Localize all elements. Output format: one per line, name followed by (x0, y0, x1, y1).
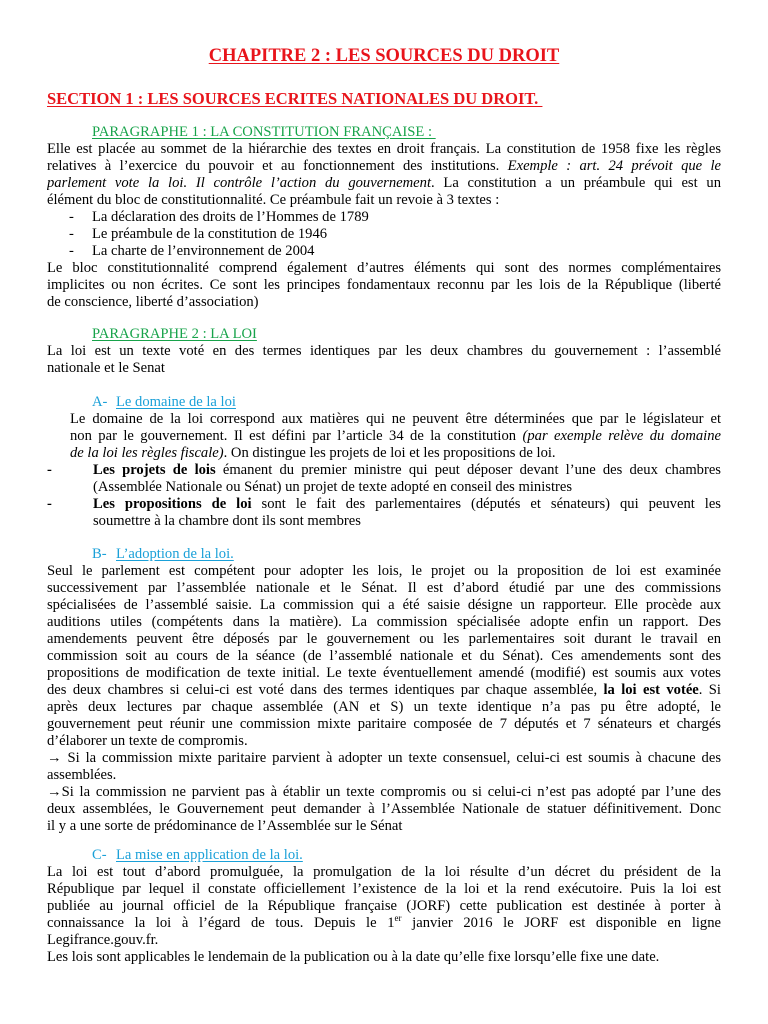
list-item-text: La déclaration des droits de l’Hommes de 1789 (92, 209, 369, 225)
bold-term: Les projets de lois (93, 462, 216, 478)
text-line: implicites ou non écrites. Ce sont les principes fondamentaux reconnu par les lois de la République (liberté (47, 277, 721, 293)
text-line: deux assemblées, le Gouvernement peut demander à l’Assemblée Nationale de statuer définitivement. Donc (47, 801, 721, 817)
text-span: Si la commission ne parvient pas à établir un texte compromis ou si celui-ci n’est pas adopté par l’une des (61, 784, 721, 800)
text-span: . La constitution a un préambule qui est un (431, 175, 721, 191)
bullet-dash: - (69, 226, 74, 242)
text-line: publiée au journal officiel de la République française (JORF) cette publication est destinée à porter à (47, 898, 721, 914)
bullet-dash: - (69, 209, 74, 225)
text-line (47, 750, 721, 767)
paragraph-1-heading: PARAGRAPHE 1 : LA CONSTITUTION FRANÇAISE : (92, 124, 436, 140)
subsection-b-body (47, 563, 721, 835)
subsection-letter: A- (92, 394, 108, 410)
text-line (47, 682, 721, 699)
chapter-title: CHAPITRE 2 : LES SOURCES DU DROIT (208, 46, 560, 66)
text-line (93, 462, 721, 479)
example-text: de la loi les règles fiscale) (70, 445, 224, 461)
subsection-a-list (47, 462, 721, 530)
text-line: élément du bloc de constitutionnalité. Ce préambule fait un revoie à 3 textes : (47, 192, 500, 208)
text-line: il y a une sorte de prédominance de l’Assemblée sur le Sénat (47, 818, 403, 834)
text-line: amendements peuvent être déposés par le gouvernement ou les parlementaires soit durant le travail en (47, 631, 721, 647)
section-title: SECTION 1 : LES SOURCES ECRITES NATIONALES DU DROIT. (47, 89, 543, 108)
text-line: propositions de modification de texte initial. Le texte éventuellement amendé (modifié) est soumis aux votes (47, 665, 721, 681)
text-line (70, 428, 721, 445)
bullet-dash: - (47, 496, 52, 512)
text-span: non par le gouvernement. Il est défini par l’article 34 de la constitution (70, 428, 517, 444)
text-line: spécialisées de l’assemblé saisie. La commission qui a été saisie désigne un rapporteur. Elle procède aux (47, 597, 721, 613)
text-line: La loi est un texte voté en des termes identiques par les deux chambres du gouvernement : l’assemblé (47, 343, 721, 359)
bullet-dash: - (47, 462, 52, 478)
text-span: relatives à l’exercice du pouvoir et au fonctionnement des institutions. (47, 158, 500, 174)
text-line: Legifrance.gouv.fr. (47, 932, 159, 948)
text-span: des deux chambres si celui-ci est voté dans des termes identiques par chaque assemblée, (47, 682, 598, 698)
text-line: successivement par l’assemblée nationale et le Sénat. Il est d’abord étudié par une des commissions (47, 580, 721, 596)
text-span: . Si (698, 682, 721, 698)
subsection-a-heading (92, 394, 236, 411)
subsection-c-heading (92, 847, 303, 864)
list-item (47, 209, 721, 226)
text-span: connaissance la loi à l’égard de tous. Depuis le 1 (47, 915, 395, 931)
text-line: République par lequel il constate officiellement l’existence de la loi et la rend exécutoire. Puis la loi est (47, 881, 721, 897)
text-line: de conscience, liberté d’association) (47, 294, 259, 310)
text-line: assemblées. (47, 767, 117, 783)
text-line: auditions utiles (compétents dans la matière). La commission spécialisée adopte enfin un rapport. Des (47, 614, 721, 630)
paragraph-2-body (47, 343, 721, 377)
subsection-letter: C- (92, 847, 107, 863)
text-span: Si la commission mixte paritaire parvient à adopter un texte consensuel, celui-ci est soumis à chacune des (61, 750, 721, 766)
example-text: (par exemple relève du domaine (522, 428, 721, 444)
list-item-text: Le préambule de la constitution de 1946 (92, 226, 328, 242)
text-span: . On distingue les projets de loi et les propositions de loi. (223, 445, 556, 461)
paragraph-1-body (47, 141, 721, 311)
text-line: Le bloc constitutionnalité comprend également d’autres éléments qui sont des normes complémentaires (47, 260, 721, 276)
subsection-title: La mise en application de la loi. (116, 847, 303, 863)
text-line: gouvernement peut réunir une commission mixte paritaire composée de 7 députés et 7 sénateurs et chargés (47, 716, 721, 732)
subsection-b-heading (92, 546, 234, 563)
bold-term: Les propositions de loi (93, 496, 252, 512)
list-item (47, 496, 721, 530)
arrow-icon: → (47, 784, 62, 800)
text-line (93, 496, 721, 513)
list-item-text (93, 496, 721, 530)
text-line: d’élaborer un texte de compromis. (47, 733, 248, 749)
text-line (47, 915, 721, 932)
bold-term: la loi est votée (603, 682, 699, 698)
text-line (47, 784, 721, 801)
text-span: janvier 2016 le JORF est disponible en ligne (401, 915, 721, 931)
list-item (47, 243, 721, 260)
list-item-text: La charte de l’environnement de 2004 (92, 243, 315, 259)
subsection-letter: B- (92, 546, 107, 562)
arrow-icon: → (47, 750, 62, 766)
list-item-text (93, 462, 721, 496)
text-line (70, 445, 721, 462)
list-item (47, 462, 721, 496)
text-line: soumettre à la chambre dont ils sont membres (93, 513, 361, 529)
subsection-c-body (47, 864, 721, 966)
text-span: émanent du premier ministre qui peut déposer devant l’une des deux chambres (215, 462, 721, 478)
text-line: nationale et le Senat (47, 360, 165, 376)
example-text: parlement vote la loi. Il contrôle l’action du gouvernement (47, 175, 432, 191)
text-line: commission soit au cours de la séance (de l’assemblé nationale et du Sénat). Ces amendements sont des (47, 648, 721, 664)
text-line: La loi est tout d’abord promulguée, la promulgation de la loi résulte d’un décret du président de la (47, 864, 721, 880)
text-line: (Assemblée Nationale ou Sénat) un projet de texte adopté en conseil des ministres (93, 479, 573, 495)
text-line: Les lois sont applicables le lendemain de la publication ou à la date qu’elle fixe lorsqu’elle fixe une date. (47, 949, 660, 965)
text-line: Le domaine de la loi correspond aux matières qui ne peuvent être déterminées que par le législateur et (70, 411, 721, 427)
bullet-dash: - (69, 243, 74, 259)
paragraph-2-heading: PARAGRAPHE 2 : LA LOI (92, 326, 257, 342)
text-line: Seul le parlement est compétent pour adopter les lois, le projet ou la proposition de loi est examinée (47, 563, 721, 579)
text-line: Elle est placée au sommet de la hiérarchie des textes en droit français. La constitution de 1958 fixe les règles (47, 141, 721, 157)
example-text: Exemple : art. 24 prévoit que le (507, 158, 721, 174)
subsection-title: Le domaine de la loi (116, 394, 236, 410)
text-span: sont le fait des parlementaires (députés et sénateurs) qui peuvent les (251, 496, 721, 512)
ordinal-superscript: er (394, 915, 402, 923)
text-line (47, 158, 721, 175)
subsection-title: L’adoption de la loi. (116, 546, 234, 562)
subsection-a-body (70, 411, 721, 462)
text-line: après deux lectures par chaque assemblée (AN et S) un texte identique n’a pas pu être adopté, le (47, 699, 721, 715)
list-item (47, 226, 721, 243)
text-line (47, 175, 721, 192)
